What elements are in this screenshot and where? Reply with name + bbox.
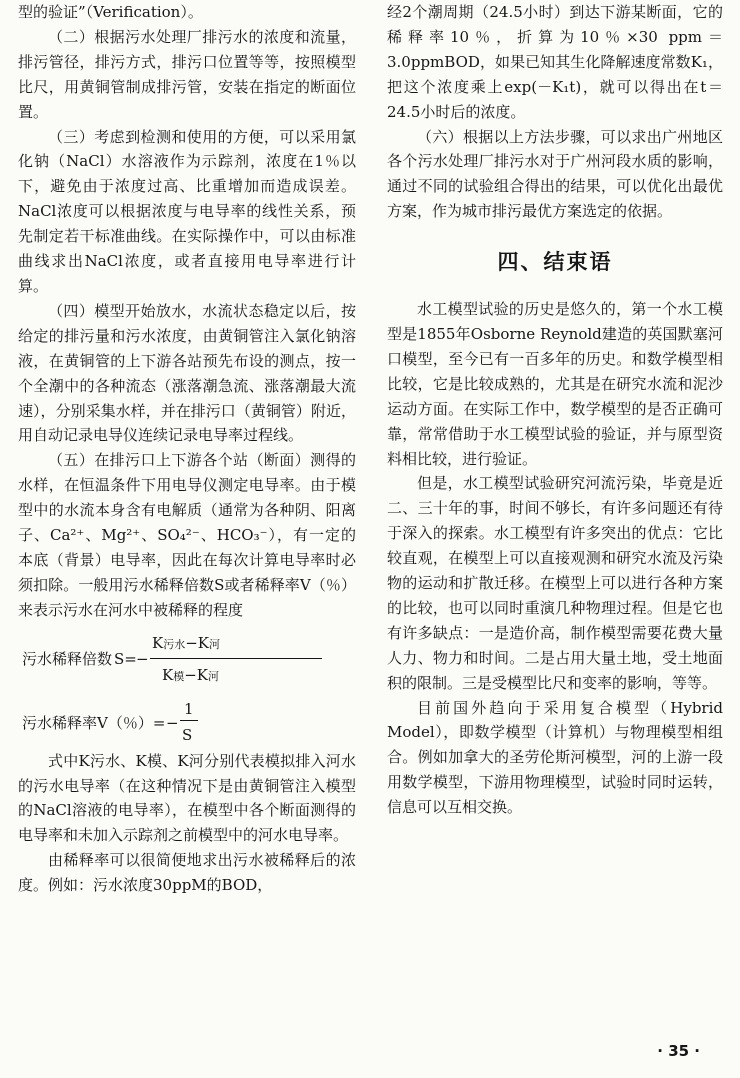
fraction-bar	[180, 720, 198, 721]
paragraph-formula-explanation: 式中K污水、K模、K河分别代表模拟排入河水的污水电导率（在这种情况下是由黄铜管注入模型的NaCl溶液的电导率），在模型中各个断面测得的电导率和未加入示踪剂之前模型中的河水电导率。	[18, 751, 356, 845]
formula-label: 污水稀释率V（％）=	[22, 713, 166, 732]
dilution-factor-formula	[18, 623, 356, 693]
section-heading-conclusion: 四、结束语	[497, 250, 613, 275]
formula-minus-sign: −	[166, 713, 179, 732]
paragraph-conclusion-2: 但是，水工模型试验研究河流污染，毕竟是近二、三十年的事，时间不够长，有许多问题还有待于深入的探索。水工模型有许多突出的优点：它比较直观，在模型上可以直接观测和研究水流及污染物的运动和扩散迁移。在模型上可以进行各种方案的比较，也可以同时重演几种物理过程。但是它也有许多缺点：一是造价高，制作模型需要花费大量人力、物力和时间。二是占用大量土地，受土地面积的限制。三是受模型比尺和变率的影响，等等。	[387, 474, 723, 692]
paragraph-conclusion-3: 目前国外趋向于采用复合模型（Hybrid Model），即数学模型（计算机）与物理模型相组合。例如加拿大的圣劳伦斯河模型，河的上游一段用数学模型，下游用物理模型，试验时同时运转，信息可以互相交换。	[387, 698, 723, 817]
paragraph-conclusion-1: 水工模型试验的历史是悠久的，第一个水工模型是1855年Osborne Reynold建造的英国默塞河口模型，至今已有一百多年的历史。和数学模型相比较，它是比较成熟的，尤其是在研究水流和泥沙运动方面。在实际工作中，数学模型的是否正确可靠，常常借助于水工模型试验的验证，并与原型资料相比较，进行验证。	[387, 300, 723, 468]
formula-numerator: K污水−K河	[152, 633, 221, 652]
formula-minus-sign: −	[136, 649, 149, 668]
fraction-bar	[150, 658, 322, 659]
formula-numerator: 1	[184, 699, 194, 718]
paragraph-step-2: （二）根据污水处理厂排污水的浓度和流量，排污管径，排污方式，排污口位置等等，按照模型比尺，用黄铜管制成排污管，安装在指定的断面位置。	[18, 27, 356, 121]
paragraph-example: 由稀释率可以很简便地求出污水被稀释后的浓度。例如：污水浓度30ppM的BOD，	[18, 851, 356, 895]
paragraph-step-5: （五）在排污口上下游各个站（断面）测得的水样，在恒温条件下用电导仪测定电导率。由于模型中的水流本身含有电解质（通常为各种阴、阳离子、Ca²⁺、Mg²⁺、SO₄²⁻、HCO₃⁻），有一定的本底（背景）电导率，因此在每次计算电导率时必须扣除。一般用污水稀释倍数S或者稀释率V（％）来表示污水在河水中被稀释的程度	[18, 451, 356, 619]
paragraph-step-3: （三）考虑到检测和使用的方便，可以采用氯化钠（NaCl）水溶液作为示踪剂，浓度在1％以下，避免由于浓度过高、比重增加而造成误差。NaCl浓度可以根据浓度与电导率的线性关系，预先制定若干标准曲线。在实际操作中，可以由标准曲线求出NaCl浓度，或者直接用电导率进行计算。	[18, 127, 356, 295]
page-number: · 35 ·	[657, 1042, 700, 1060]
formula-lhs: S=	[114, 649, 137, 668]
formula-denominator: S	[182, 725, 193, 744]
paragraph-example-continued: 经2个潮周期（24.5小时）到达下游某断面，它的稀释率10％，折算为10％×30 ppm＝3.0ppmBOD，如果已知其生化降解速度常数K₁，把这个浓度乘上exp(－K₁t)，就可以得出在t＝24.5小时后的浓度。	[387, 3, 723, 121]
paragraph-step-6: （六）根据以上方法步骤，可以求出广州地区各个污水处理厂排污水对于广州河段水质的影响，通过不同的试验组合得出的结果，可以优化出最优方案，作为城市排污最优方案选定的依据。	[387, 127, 723, 221]
dilution-rate-formula	[18, 693, 356, 749]
paragraph-step-4: （四）模型开始放水，水流状态稳定以后，按给定的排污量和污水浓度，由黄铜管注入氯化钠溶液，在黄铜管的上下游各站预先布设的测点，按一个全潮中的各种流态（涨落潮急流、涨落潮最大流速），分别采集水样，并在排污口（黄铜管）附近，用自动记录电导仪连续记录电导率过程线。	[18, 301, 356, 445]
formula-denominator: K模−K河	[162, 665, 220, 684]
formula-label: 污水稀释倍数	[22, 649, 113, 668]
right-column	[387, 0, 723, 820]
left-column	[18, 0, 356, 898]
paragraph-continuation: 型的验证”（Verification）。	[18, 3, 203, 21]
